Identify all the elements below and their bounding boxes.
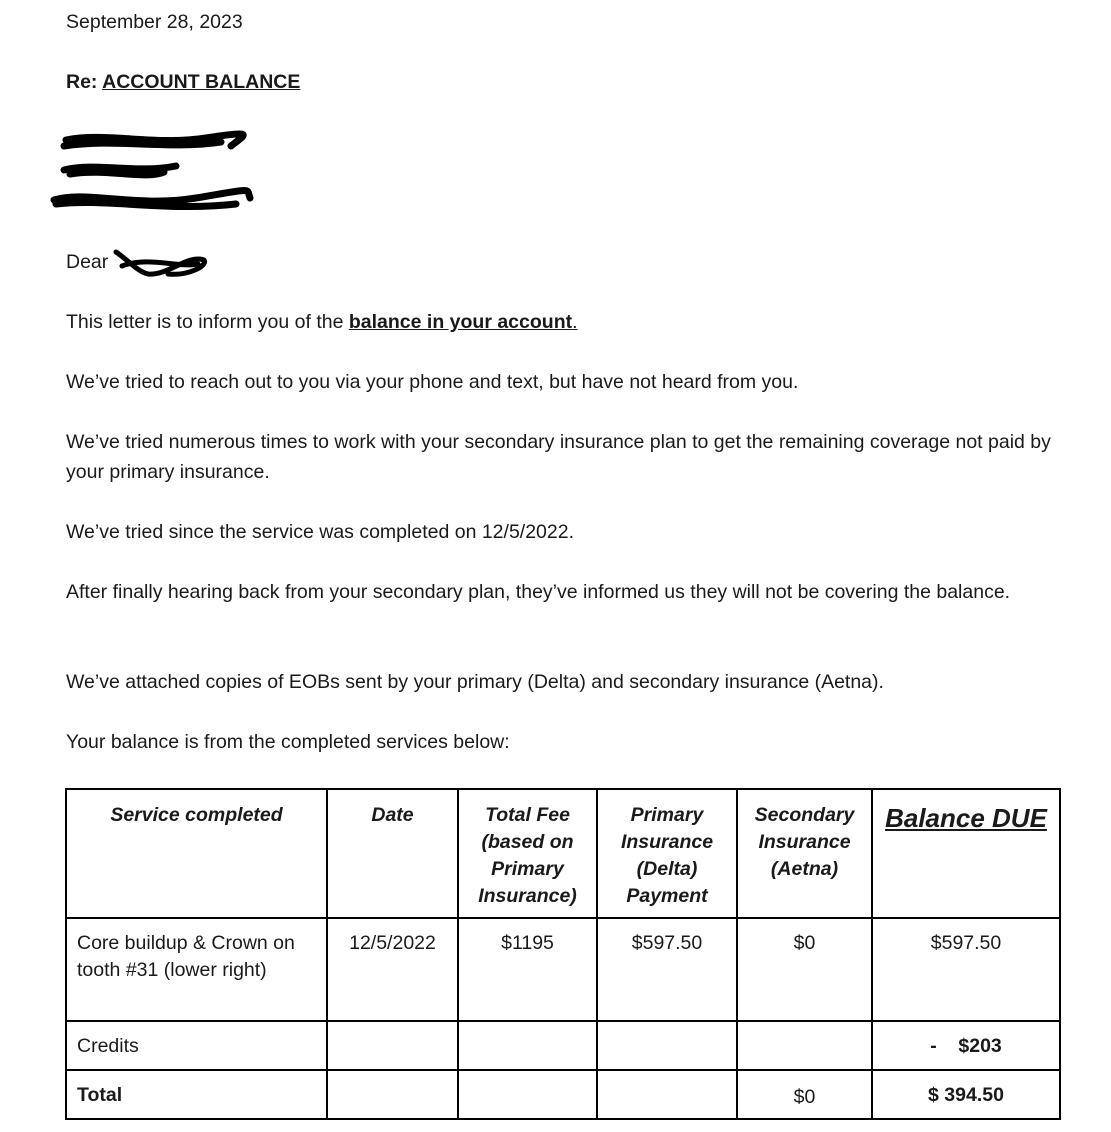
- header-balance-due: Balance DUE: [872, 789, 1060, 918]
- cell-empty: [327, 1070, 458, 1119]
- header-primary: Primary Insurance (Delta) Payment: [597, 789, 737, 918]
- greeting: [66, 251, 108, 273]
- cell-date: 12/5/2022: [327, 918, 458, 1021]
- header-total-fee: Total Fee (based on Primary Insurance): [458, 789, 597, 918]
- header-service: Service completed: [66, 789, 327, 918]
- cell-total-label: Total: [66, 1070, 327, 1119]
- cell-empty: [597, 1021, 737, 1070]
- header-secondary: Secondary Insurance (Aetna): [737, 789, 872, 918]
- redacted-name: [108, 246, 212, 282]
- paragraph-1-period: .: [572, 311, 578, 333]
- cell-total-fee: $1195: [458, 918, 597, 1021]
- cell-empty: [458, 1021, 597, 1070]
- cell-empty: [458, 1070, 597, 1119]
- cell-primary: $597.50: [597, 918, 737, 1021]
- cell-empty: [597, 1070, 737, 1119]
- subject-title: ACCOUNT BALANCE: [102, 71, 301, 93]
- cell-empty: [737, 1021, 872, 1070]
- cell-credits-label: Credits: [66, 1021, 327, 1070]
- cell-balance: $597.50: [872, 918, 1060, 1021]
- paragraph-1: [66, 311, 578, 333]
- subject-prefix: Re:: [66, 71, 103, 93]
- paragraph-7: Your balance is from the completed services below:: [66, 731, 510, 753]
- table-row-credits: [66, 1021, 1060, 1070]
- subject-line: [66, 71, 300, 93]
- header-date: Date: [327, 789, 458, 918]
- table-row: [66, 918, 1060, 1021]
- redacted-address: [46, 128, 276, 218]
- paragraph-4: We’ve tried since the service was completed on 12/5/2022.: [66, 521, 574, 543]
- balance-link-text: balance in your account: [348, 311, 573, 333]
- balance-table: [65, 788, 1061, 1120]
- paragraph-3: We’ve tried numerous times to work with your secondary insurance plan to get the remaining coverage not paid by your primary insurance.: [66, 431, 1051, 483]
- greeting-text: Dear: [66, 251, 109, 273]
- cell-total-balance: $ 394.50: [872, 1070, 1060, 1119]
- table-header-row: [66, 789, 1060, 918]
- cell-total-secondary: $0: [737, 1070, 872, 1119]
- cell-secondary: $0: [737, 918, 872, 1021]
- letter-date: September 28, 2023: [66, 11, 243, 33]
- paragraph-1-text: This letter is to inform you of the: [66, 311, 349, 333]
- cell-credits-amount: - $203: [872, 1021, 1060, 1070]
- cell-empty: [327, 1021, 458, 1070]
- paragraph-5: After finally hearing back from your secondary plan, they’ve informed us they will not be covering the balance.: [66, 581, 1011, 603]
- table-row-total: [66, 1070, 1060, 1119]
- cell-service: Core buildup & Crown on tooth #31 (lower right): [66, 918, 327, 1021]
- paragraph-2: We’ve tried to reach out to you via your phone and text, but have not heard from you.: [66, 371, 799, 393]
- paragraph-6: We’ve attached copies of EOBs sent by your primary (Delta) and secondary insurance (Aetna).: [66, 671, 884, 693]
